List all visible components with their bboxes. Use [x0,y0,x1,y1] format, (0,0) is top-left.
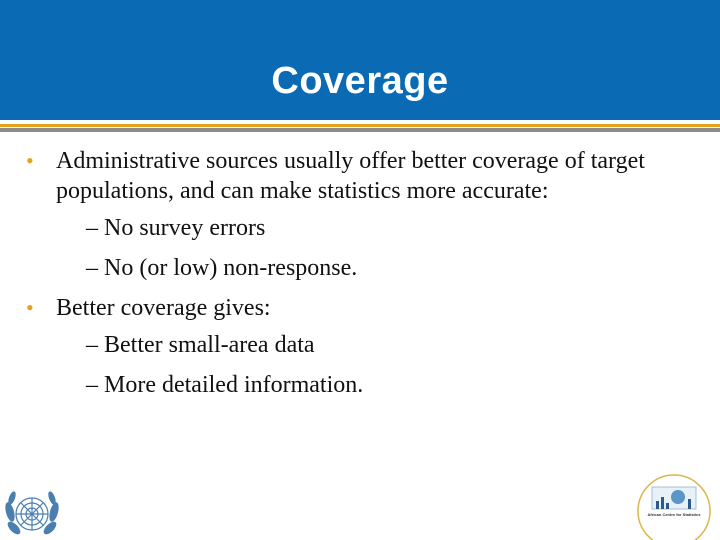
bullet-item-1 [26,146,706,206]
sub-item-text: Better small-area data [104,332,315,358]
acs-logo-icon [636,473,712,540]
dash-icon: – [86,372,98,398]
dash-icon: – [86,332,98,358]
sub-item [26,213,706,243]
sub-item-text: No (or low) non-response. [104,255,358,281]
acs-logo-caption: African Centre for Statistics [647,512,701,517]
slide-body [26,146,706,410]
bullet-item-2 [26,293,706,323]
sub-item-text: More detailed information. [104,372,364,398]
bullet-text: Administrative sources usually offer better coverage of target populations, and can make statistics more accurate: [56,148,645,204]
sub-item-text: No survey errors [104,215,266,241]
sub-item [26,370,706,400]
bullet-icon: • [26,148,34,173]
un-emblem-icon [0,480,64,540]
gray-divider [0,128,720,132]
sub-item [26,330,706,360]
dash-icon: – [86,215,98,241]
gold-divider [0,124,720,127]
bullet-text: Better coverage gives: [56,295,271,321]
sub-item [26,253,706,283]
dash-icon: – [86,255,98,281]
slide-title: Coverage [271,60,449,102]
bullet-icon: • [26,295,34,320]
